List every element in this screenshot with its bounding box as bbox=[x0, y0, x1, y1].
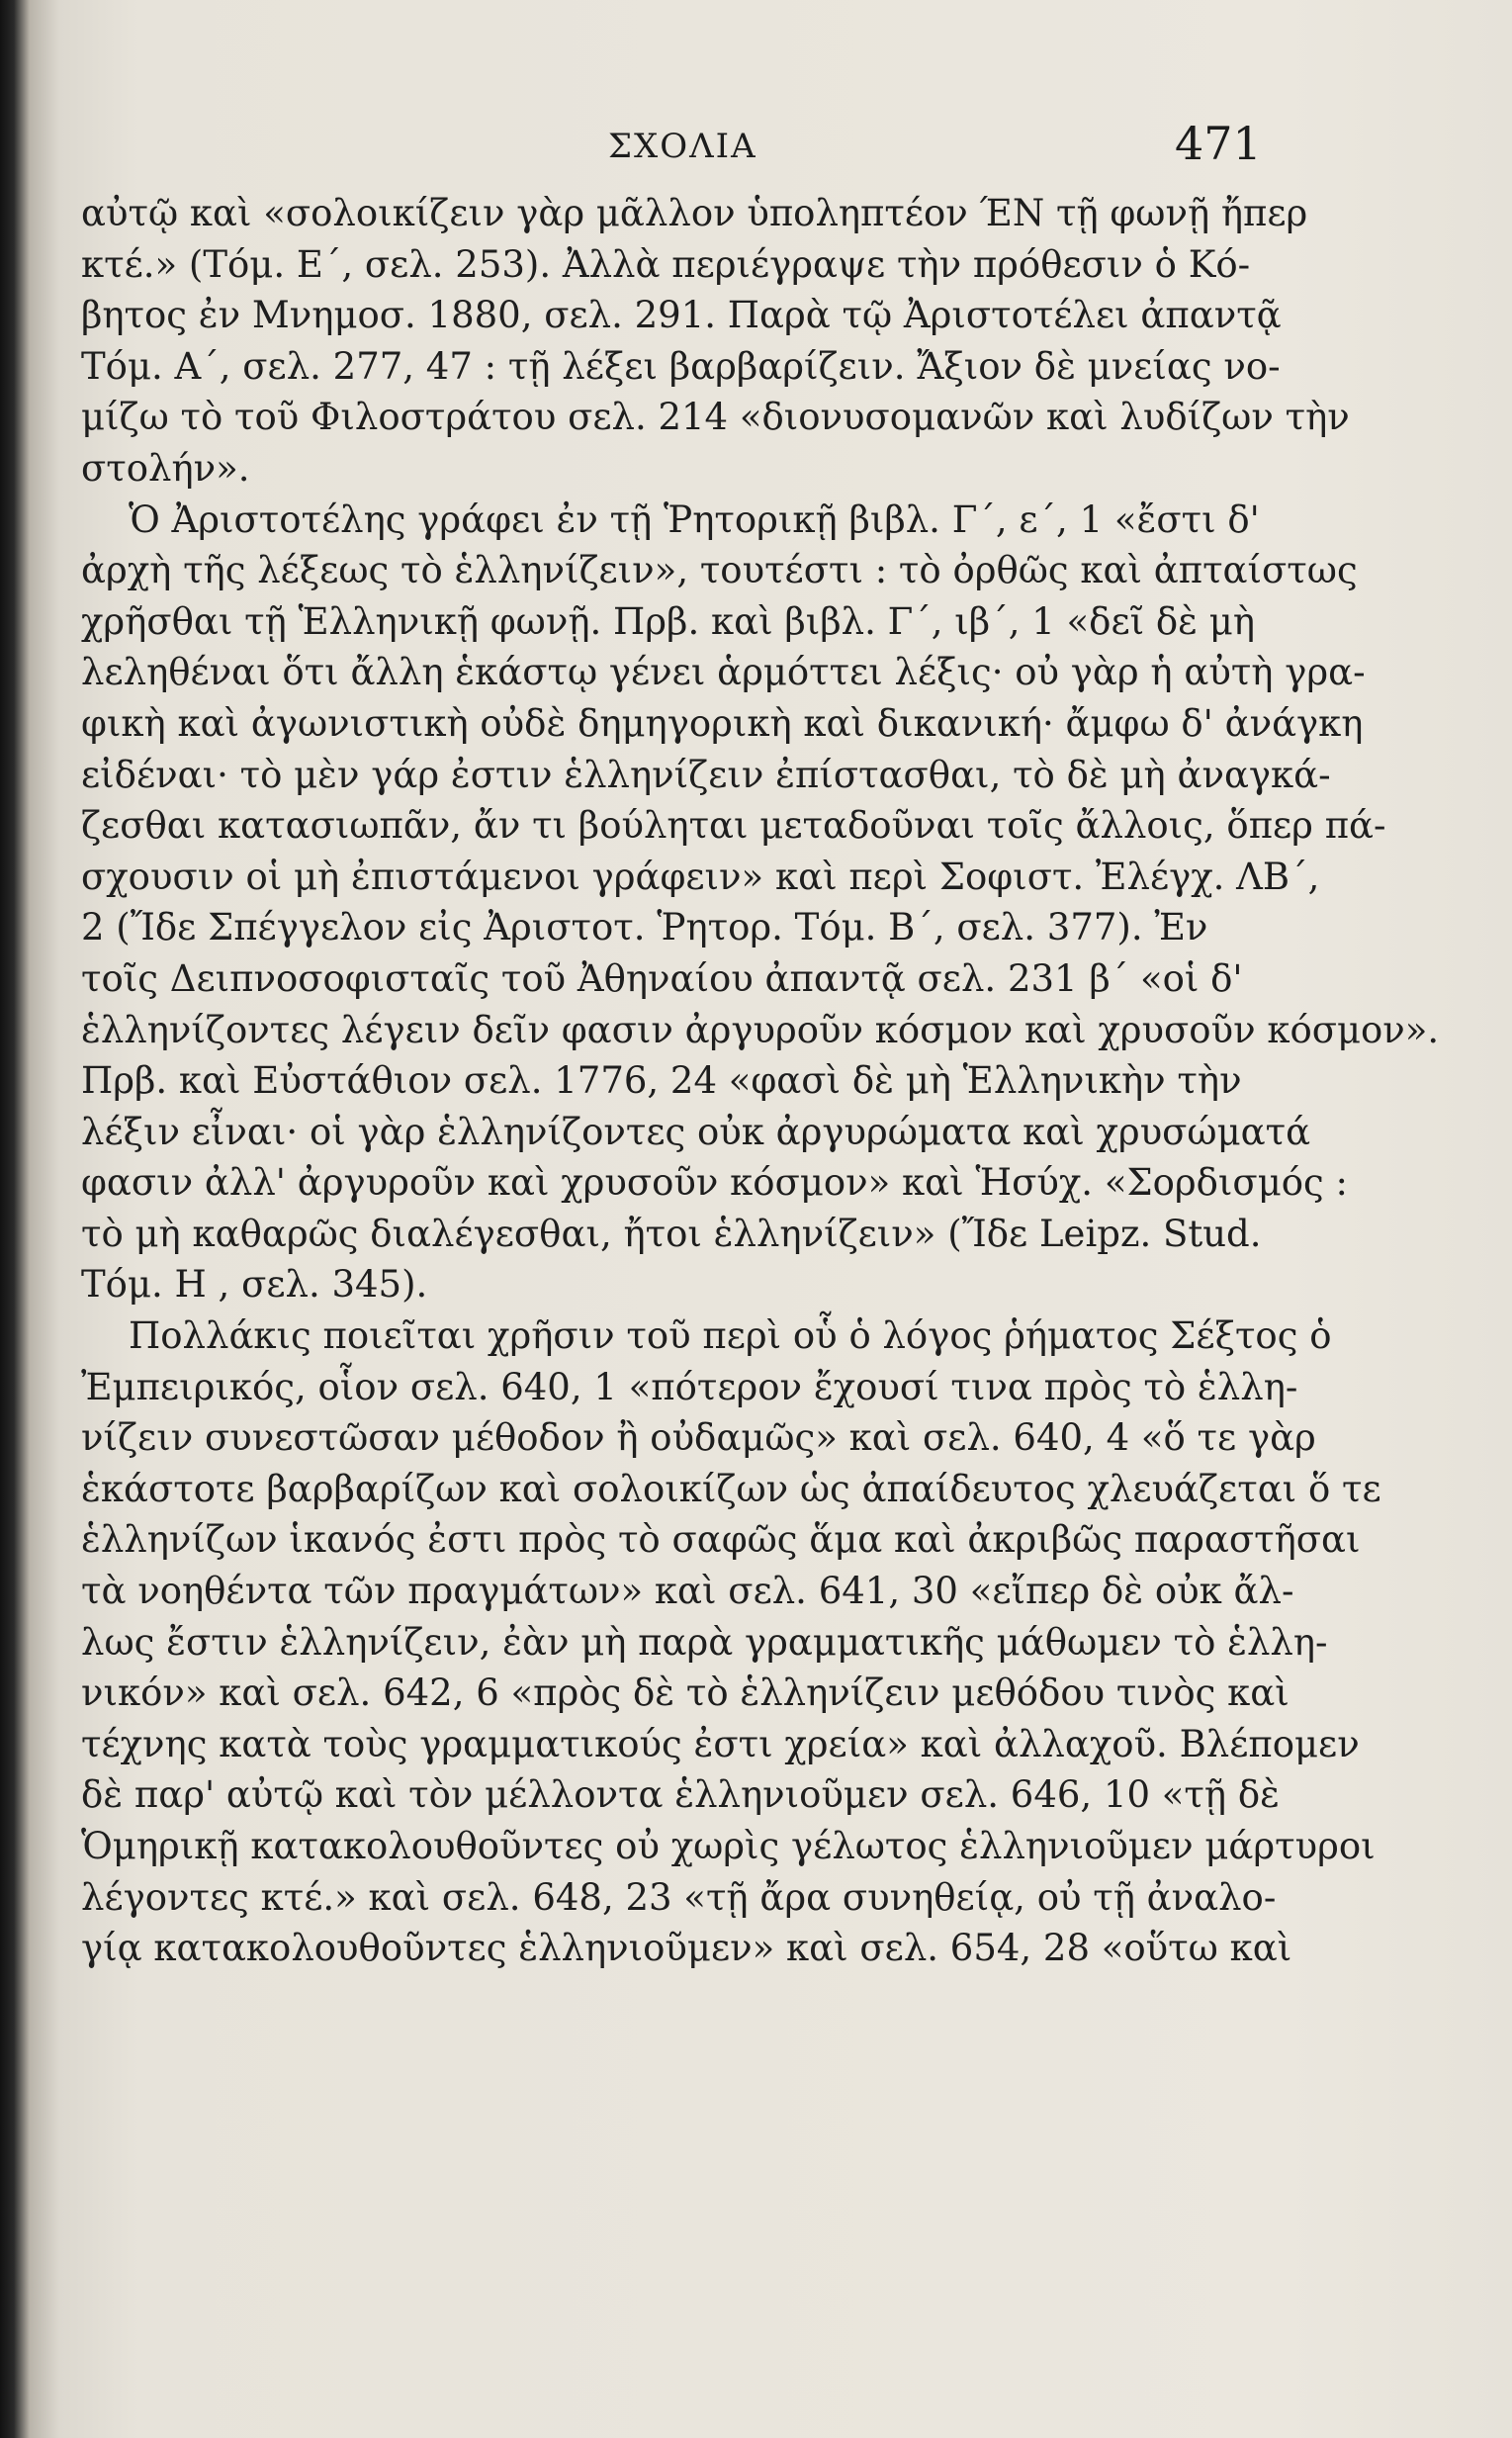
paragraph-start-line: Ὁ Ἀριστοτέλης γράφει ἐν τῇ Ῥητορικῇ βιβλ. Γ΄, ε΄, 1 «ἔστι δ' bbox=[129, 497, 1260, 541]
text-line: αὐτῷ καὶ «σολοικίζειν γὰρ μᾶλλον ὑποληπτέον ΈΝ τῇ φωνῇ ἤπερ bbox=[81, 192, 1308, 234]
text-line: βητος ἐν Μνημοσ. 1880, σελ. 291. Παρὰ τῷ Ἀριστοτέλει ἀπαντᾷ bbox=[81, 294, 1282, 337]
text-line: νικόν» καὶ σελ. 642, 6 «πρὸς δὲ τὸ ἑλληνίζειν μεθόδου τινὸς καὶ bbox=[81, 1671, 1290, 1715]
text-line: ἀρχὴ τῆς λέξεως τὸ ἑλληνίζειν», τουτέστι : τὸ ὀρθῶς καὶ ἀπταίστως bbox=[81, 549, 1358, 592]
page-header bbox=[0, 117, 1512, 176]
text-line: εἰδέναι· τὸ μὲν γάρ ἐστιν ἑλληνίζειν ἐπίστασθαι, τὸ δὲ μὴ ἀναγκά- bbox=[81, 753, 1331, 796]
text-line: Τόμ. Α΄, σελ. 277, 47 : τῇ λέξει βαρβαρίζειν. Ἄξιον δὲ μνείας νο- bbox=[81, 344, 1281, 388]
text-line: λως ἔστιν ἑλληνίζειν, ἐὰν μὴ παρὰ γραμματικῆς μάθωμεν τὸ ἑλλη- bbox=[81, 1620, 1328, 1664]
text-line: Τόμ. Η , σελ. 345). bbox=[81, 1263, 428, 1307]
text-line: ἑκάστοτε βαρβαρίζων καὶ σολοικίζων ὡς ἀπαίδευτος χλευάζεται ὅ τε bbox=[81, 1467, 1381, 1510]
text-line: τέχνης κατὰ τοὺς γραμματικούς ἐστι χρεία» καὶ ἀλλαχοῦ. Βλέπομεν bbox=[81, 1722, 1360, 1765]
text-line: δὲ παρ' αὐτῷ καὶ τὸν μέλλοντα ἑλληνιοῦμεν σελ. 646, 10 «τῇ δὲ bbox=[81, 1773, 1280, 1817]
body-text bbox=[81, 188, 1440, 1974]
page-number: 471 bbox=[1175, 117, 1262, 170]
text-line: Πρβ. καὶ Εὐστάθιον σελ. 1776, 24 «φασὶ δὲ μὴ Ἑλληνικὴν τὴν bbox=[81, 1059, 1242, 1103]
text-line: κτέ.» (Τόμ. Ε΄, σελ. 253). Ἀλλὰ περιέγραψε τὴν πρόθεσιν ὁ Κό- bbox=[81, 242, 1251, 286]
text-line: στολήν». bbox=[81, 446, 250, 490]
text-line: τὰ νοηθέντα τῶν πραγμάτων» καὶ σελ. 641, 30 «εἴπερ δὲ οὐκ ἄλ- bbox=[81, 1570, 1294, 1613]
text-line: λεληθέναι ὅτι ἄλλη ἑκάστῳ γένει ἁρμόττει λέξις· οὐ γὰρ ἡ αὐτὴ γρα- bbox=[81, 651, 1366, 694]
text-line: φικὴ καὶ ἀγωνιστικὴ οὐδὲ δημηγορικὴ καὶ δικανική· ἄμφω δ' ἀνάγκη bbox=[81, 701, 1364, 745]
text-line: τοῖς Δειπνοσοφισταῖς τοῦ Ἀθηναίου ἀπαντᾷ σελ. 231 β΄ «οἱ δ' bbox=[81, 956, 1243, 1000]
text-line: ἑλληνίζων ἱκανός ἐστι πρὸς τὸ σαφῶς ἅμα καὶ ἀκριβῶς παραστῆσαι bbox=[81, 1518, 1361, 1562]
text-line: φασιν ἀλλ' ἀργυροῦν καὶ χρυσοῦν κόσμον» καὶ Ἡσύχ. «Σορδισμός : bbox=[81, 1161, 1348, 1205]
running-head: ΣΧΟΛΙΑ bbox=[608, 127, 757, 166]
text-line: λέξιν εἶναι· οἱ γὰρ ἑλληνίζοντες οὐκ ἀργυρώματα καὶ χρυσώματά bbox=[81, 1110, 1311, 1153]
text-line: Ὁμηρικῇ κατακολουθοῦντες οὐ χωρὶς γέλωτος ἑλληνιοῦμεν μάρτυροι bbox=[81, 1825, 1376, 1867]
text-line: σχουσιν οἱ μὴ ἐπιστάμενοι γράφειν» καὶ περὶ Σοφιστ. Ἐλέγχ. ΛΒ΄, bbox=[81, 855, 1320, 898]
text-line: 2 (Ἴδε Σπέγγελον εἰς Ἀριστοτ. Ῥητορ. Τόμ. Β΄, σελ. 377). Ἐν bbox=[81, 906, 1208, 949]
text-line: γίᾳ κατακολουθοῦντες ἑλληνιοῦμεν» καὶ σελ. 654, 28 «οὕτω καὶ bbox=[81, 1927, 1292, 1970]
text-line: ζεσθαι κατασιωπᾶν, ἄν τι βούληται μεταδοῦναι τοῖς ἄλλοις, ὅπερ πά- bbox=[81, 804, 1386, 848]
text-line: τὸ μὴ καθαρῶς διαλέγεσθαι, ἤτοι ἑλληνίζειν» (Ἴδε Leipz. Stud. bbox=[81, 1212, 1262, 1255]
text-line: μίζω τὸ τοῦ Φιλοστράτου σελ. 214 «διονυσομανῶν καὶ λυδίζων τὴν bbox=[81, 396, 1350, 439]
text-line: χρῆσθαι τῇ Ἑλληνικῇ φωνῇ. Πρβ. καὶ βιβλ. Γ΄, ιβ΄, 1 «δεῖ δὲ μὴ bbox=[81, 599, 1255, 643]
text-line: Ἐμπειρικός, οἷον σελ. 640, 1 «πότερον ἔχουσί τινα πρὸς τὸ ἑλλη- bbox=[81, 1365, 1298, 1408]
paragraph-start-line: Πολλάκις ποιεῖται χρῆσιν τοῦ περὶ οὗ ὁ λόγος ῥήματος Σέξτος ὁ bbox=[129, 1314, 1332, 1358]
text-line: νίζειν συνεστῶσαν μέθοδον ἢ οὐδαμῶς» καὶ σελ. 640, 4 «ὅ τε γὰρ bbox=[81, 1416, 1316, 1460]
text-line: λέγοντες κτέ.» καὶ σελ. 648, 23 «τῇ ἄρα συνηθείᾳ, οὐ τῇ ἀναλο- bbox=[81, 1875, 1277, 1919]
text-line: ἑλληνίζοντες λέγειν δεῖν φασιν ἀργυροῦν κόσμον καὶ χρυσοῦν κόσμον». bbox=[81, 1008, 1440, 1051]
